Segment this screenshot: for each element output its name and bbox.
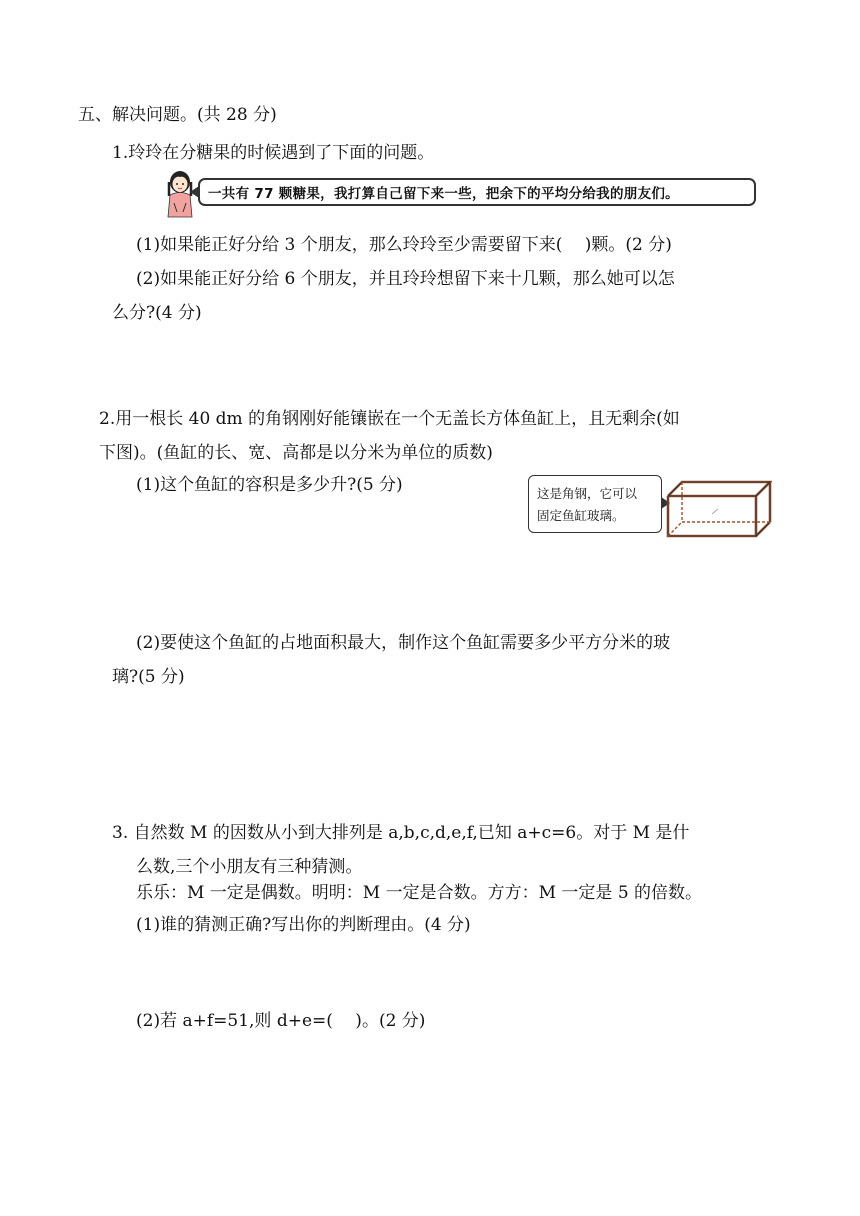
q1-part1: (1)如果能正好分给 3 个朋友，那么玲玲至少需要留下来( )颗。(2 分) bbox=[136, 235, 672, 255]
q3-line3: 乐乐：M 一定是偶数。明明：M 一定是合数。方方：M 一定是 5 的倍数。 bbox=[136, 883, 703, 903]
q3-line1: 3. 自然数 M 的因数从小到大排列是 a,b,c,d,e,f,已知 a+c=6。对于 M 是什 bbox=[112, 823, 690, 843]
q3-line2: 么数,三个小朋友有三种猜测。 bbox=[136, 857, 363, 877]
q1-part2-line1: (2)如果能正好分给 6 个朋友，并且玲玲想留下来十几颗，那么她可以怎 bbox=[136, 269, 675, 289]
angle-steel-note bbox=[528, 475, 662, 533]
note-line1: 这是角钢，它可以 bbox=[537, 486, 638, 501]
q2-line2: 下图)。(鱼缸的长、宽、高都是以分米为单位的质数) bbox=[99, 443, 493, 463]
q3-part2: (2)若 a+f=51,则 d+e=( )。(2 分) bbox=[136, 1011, 426, 1031]
q3-part1: (1)谁的猜测正确?写出你的判断理由。(4 分) bbox=[136, 915, 471, 935]
q2-part2-line2: 璃?(5 分) bbox=[112, 667, 185, 687]
fish-tank-frame-icon bbox=[664, 476, 772, 540]
q1-title: 1.玲玲在分糖果的时候遇到了下面的问题。 bbox=[112, 143, 435, 163]
q2-part1: (1)这个鱼缸的容积是多少升?(5 分) bbox=[136, 475, 403, 495]
note-line2: 固定鱼缸玻璃。 bbox=[537, 508, 625, 523]
speech-bubble: 一共有 77 颗糖果，我打算自己留下来一些，把余下的平均分给我的朋友们。 bbox=[198, 178, 756, 206]
section-title: 五、解决问题。(共 28 分) bbox=[78, 105, 277, 125]
q1-part2-line2: 么分?(4 分) bbox=[112, 303, 202, 323]
q2-part2-line1: (2)要使这个鱼缸的占地面积最大，制作这个鱼缸需要多少平方分米的玻 bbox=[136, 633, 671, 653]
q2-line1: 2.用一根长 40 dm 的角钢刚好能镶嵌在一个无盖长方体鱼缸上，且无剩余(如 bbox=[99, 409, 680, 429]
